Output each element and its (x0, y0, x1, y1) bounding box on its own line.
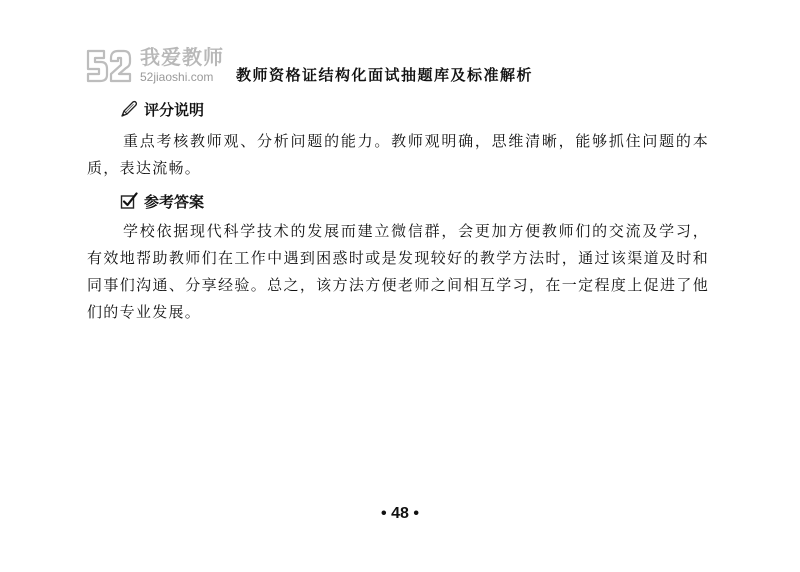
site-logo (84, 43, 224, 93)
pen-icon (120, 100, 138, 118)
scoring-heading (120, 98, 204, 120)
logo-text: 我爱教师 (140, 45, 224, 69)
logo-url: 52jiaoshi.com (140, 70, 214, 84)
checkbox-icon (120, 192, 138, 210)
answer-text: 学校依据现代科学技术的发展而建立微信群，会更加方便教师们的交流及学习，有效地帮助教师们在工作中遇到困惑时或是发现较好的教学方法时，通过该渠道及时和同事们沟通、分享经验。总之，该方法方便老师之间相互学习，在一定程度上促进了他们的专业发展。 (87, 222, 709, 321)
logo-52-mark-icon (84, 47, 132, 85)
page-number: • 48 • (381, 505, 419, 522)
scoring-text: 重点考核教师观、分析问题的能力。教师观明确，思维清晰，能够抓住问题的本质，表达流畅。 (87, 132, 709, 177)
answer-heading-label: 参考答案 (144, 192, 205, 211)
answer-heading (120, 190, 204, 212)
book-title: 教师资格证结构化面试抽题库及标准解析 (236, 66, 534, 84)
scoring-heading-label: 评分说明 (144, 100, 205, 119)
